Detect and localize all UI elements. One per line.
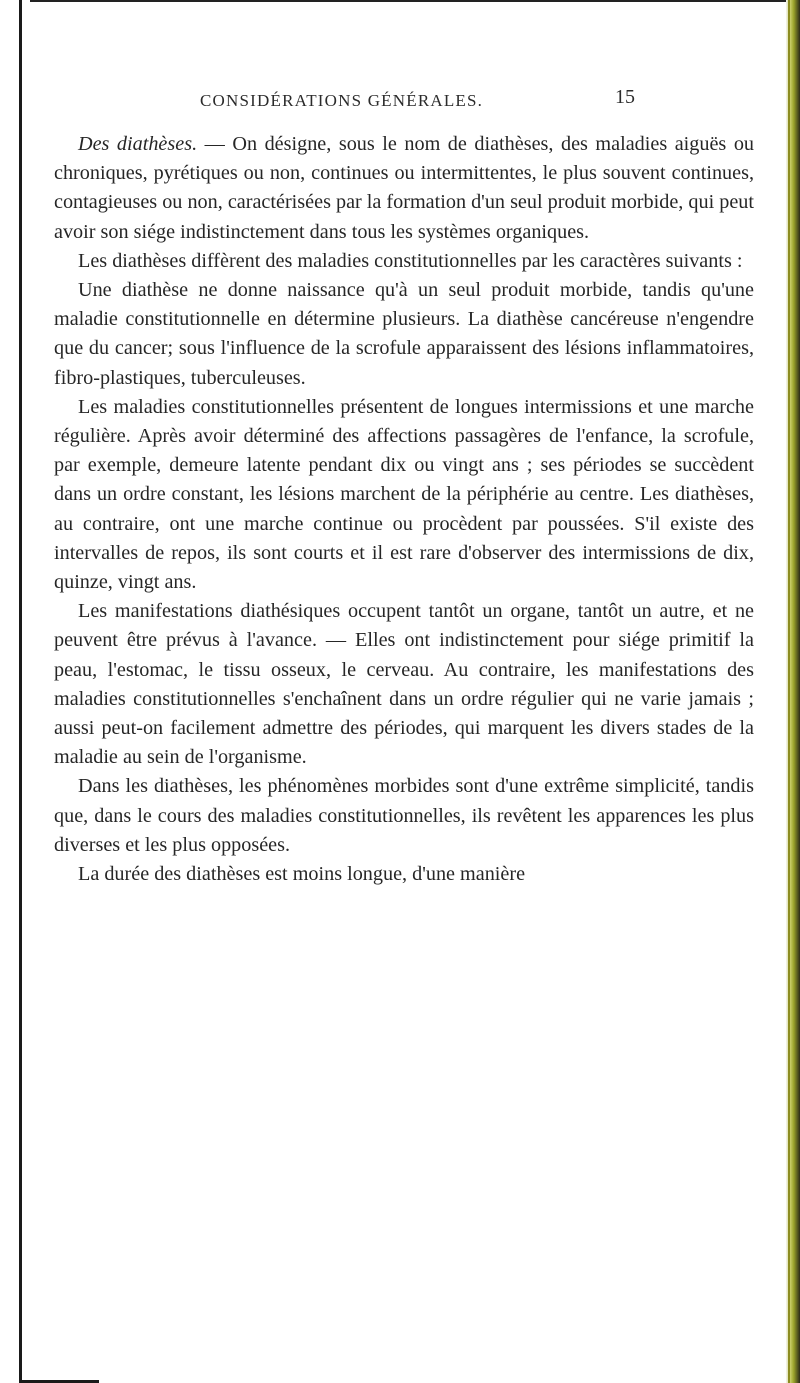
page-number: 15 — [615, 86, 635, 108]
paragraph: Les maladies constitutionnelles présentent de longues intermissions et une marche régulière. Après avoir déterminé des affections passagères de l'enfance, la scrofule, par exemple, demeure latente pendant dix ou vingt ans ; ses périodes se succèdent dans un ordre constant, les lésions marchent de la périphérie au centre. Les diathèses, au contraire, ont une marche continue ou procèdent par poussées. S'il existe des intervalles de repos, ils sont courts et il est rare d'observer des intermissions de dix, quinze, vingt ans. — [54, 395, 754, 594]
paragraph: Dans les diathèses, les phénomènes morbides sont d'une extrême simplicité, tandis que, dans le cours des maladies constitutionnelles, ils revêtent les apparences les plus diverses et les plus opposées. — [54, 775, 754, 856]
paragraph: Une diathèse ne donne naissance qu'à un seul produit morbide, tandis qu'une maladie constitutionnelle en détermine plusieurs. La diathèse cancéreuse n'engendre que du cancer; sous l'influence de la scrofule apparaissent des lésions inflammatoires, fibro-plastiques, tuberculeuses. — [54, 279, 754, 389]
book-fore-edge — [786, 0, 800, 1383]
page-left-edge — [19, 0, 22, 1383]
section-heading: Des diathèses. — [78, 133, 198, 155]
paragraph: La durée des diathèses est moins longue, d'une manière — [78, 863, 526, 886]
paragraph-text: — On désigne, sous le nom de diathèses, des maladies aiguës ou chroniques, pyrétiques ou non, continues ou intermittentes, le plus souvent continues, contagieuses ou non, caractérisées par la formation d'un seul produit morbide, qui peut avoir son siége indistinctement dans tous les systèmes organiques. — [54, 133, 755, 243]
paragraph: Les diathèses diffèrent des maladies constitutionnelles par les caractères suivants : — [78, 249, 743, 272]
paragraph — [54, 130, 754, 247]
page-top-rule — [30, 0, 790, 2]
fore-edge-line — [788, 0, 790, 1383]
running-head: CONSIDÉRATIONS GÉNÉRALES. — [200, 91, 484, 110]
paragraph: Les manifestations diathésiques occupent tantôt un organe, tantôt un autre, et ne peuvent être prévus à l'avance. — Elles ont indistinctement pour siége primitif la peau, l'estomac, le tissu osseux, le cerveau. Au contraire, les manifestations des maladies constitutionnelles s'enchaînent dans un ordre régulier qui ne varie jamais ; aussi peut-on facilement admettre des périodes, qui marquent les divers stades de la maladie au sein de l'organisme. — [54, 600, 754, 769]
body-text — [54, 130, 754, 889]
